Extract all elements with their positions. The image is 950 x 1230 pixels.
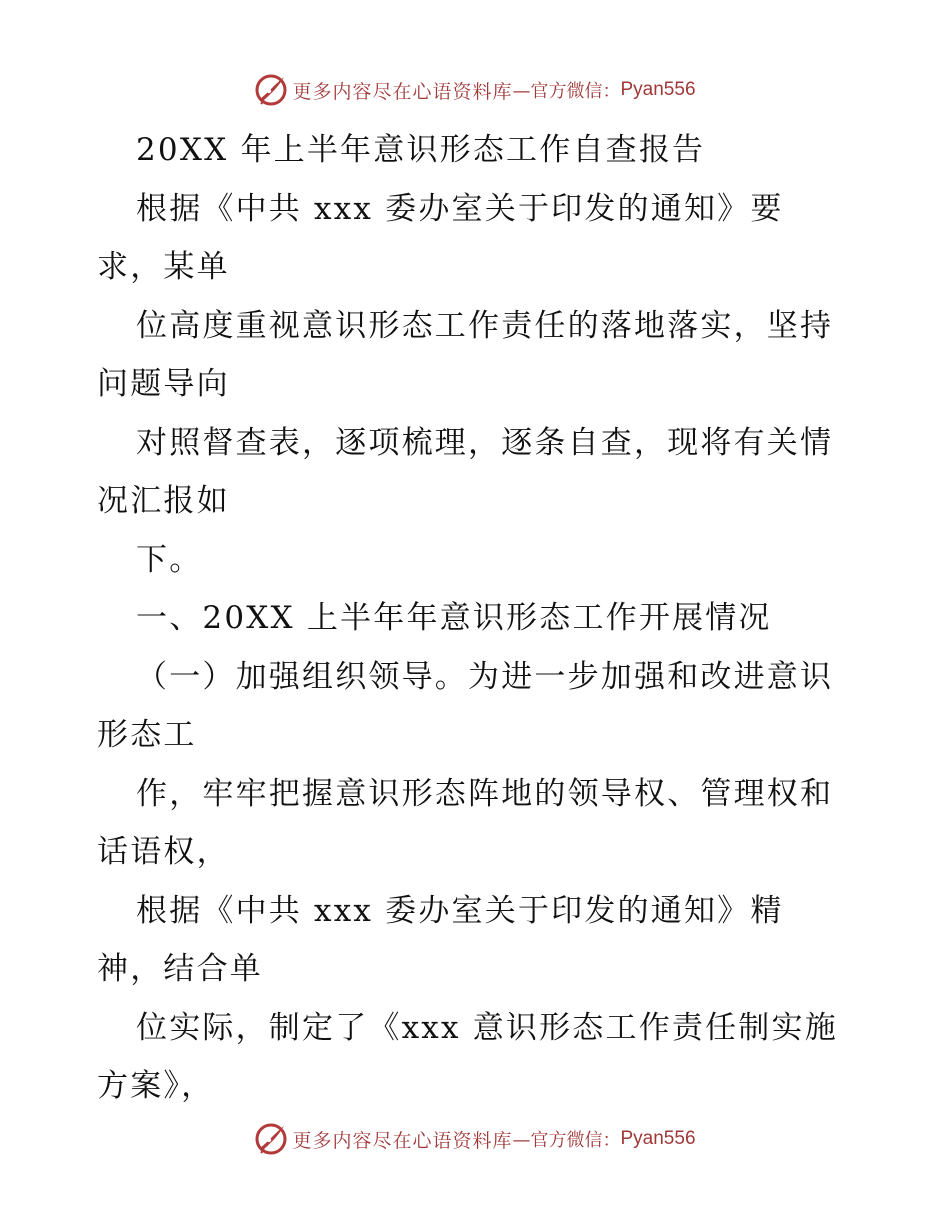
text-line: 位高度重视意识形态工作责任的落地落实，坚持 [136,307,834,344]
text-line: 形态工 [97,717,197,753]
footer-watermark [0,1119,950,1159]
text-line: 况汇报如 [97,483,230,519]
quill-pen-logo-icon [254,73,288,107]
text-line: 位实际，制定了《xxx 意识形态工作责任制实施 [136,1009,838,1046]
text-line: 作，牢牢把握意识形态阵地的领导权、管理权和 [136,775,834,812]
text-line: 话语权， [97,834,230,870]
text-line: 方案》， [97,1068,215,1104]
watermark-separator: —官方微信： [512,81,621,102]
text-line: （一）加强组织领导。为进一步加强和改进意识 [136,658,834,695]
text-line: 对照督查表，逐项梳理，逐条自查，现将有关情 [136,424,834,461]
watermark-text: 更多内容尽在心语资料库 [292,80,513,103]
header-watermark [0,70,950,110]
watermark-text: 更多内容尽在心语资料库 [292,1129,513,1152]
quill-pen-logo-icon [254,1122,288,1156]
document-body [97,121,857,1116]
text-line: 求，某单 [97,249,230,285]
text-line: 一、20XX 上半年年意识形态工作开展情况 [136,600,772,636]
watermark-wechat-id: Pyan556 [620,79,696,100]
text-line: 下。 [136,541,203,578]
text-line: 根据《中共 xxx 委办室关于印发的通知》要 [136,190,784,227]
text-line: 根据《中共 xxx 委办室关于印发的通知》精 [136,892,784,929]
text-line: 问题导向 [97,366,230,402]
watermark-separator: —官方微信： [512,1130,621,1151]
watermark-wechat-id: Pyan556 [620,1128,696,1149]
text-line: 神，结合单 [97,951,263,987]
text-line: 20XX 年上半年意识形态工作自查报告 [136,132,706,168]
